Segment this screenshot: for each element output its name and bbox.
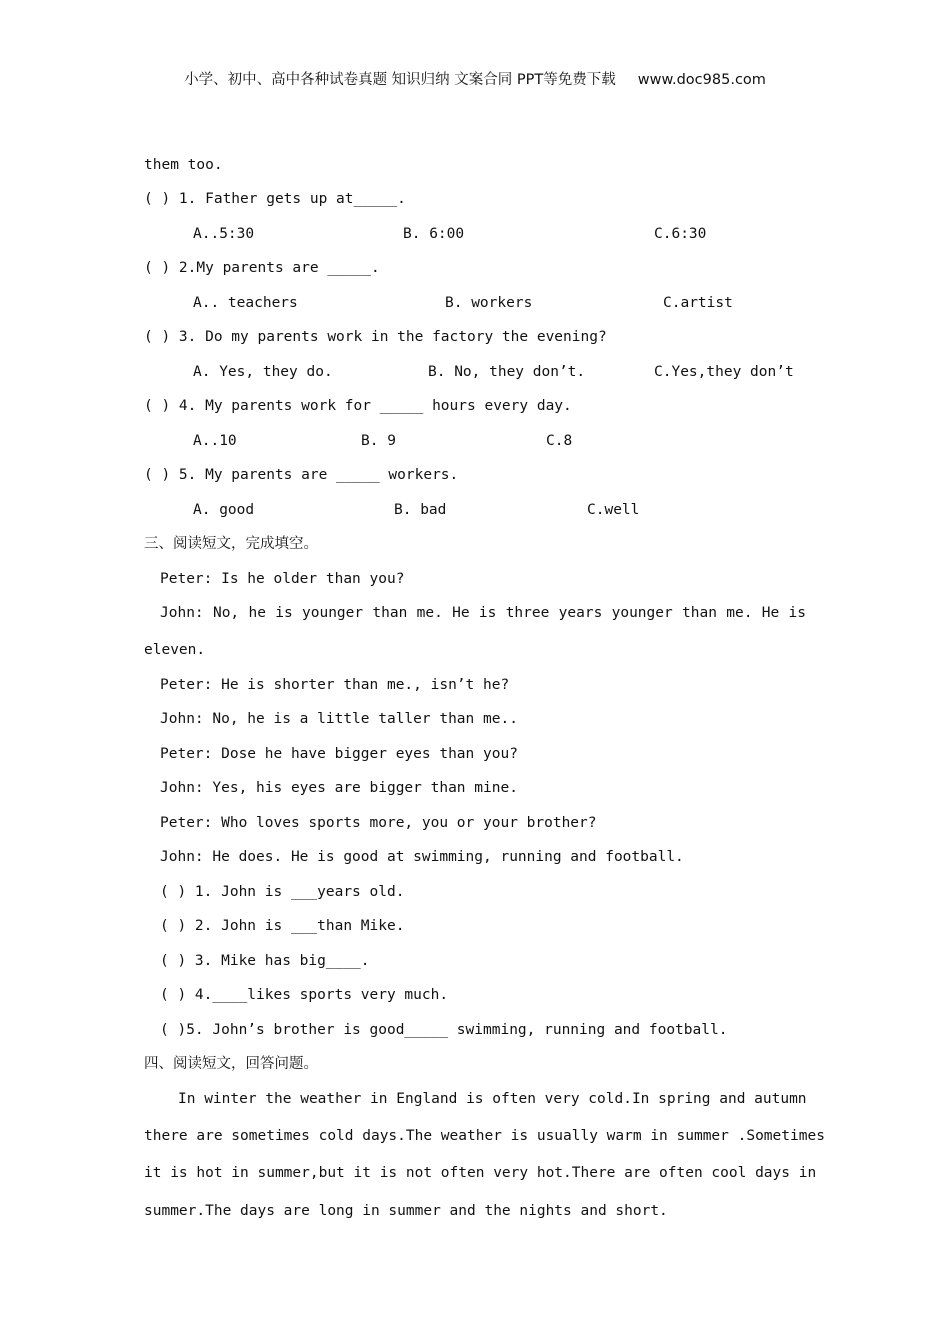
- s2-q1-option-c: C.6:30: [654, 226, 707, 242]
- passage-line-4: summer.The days are long in summer and the nights and short.: [144, 1203, 668, 1219]
- s3-question-2: ( ) 2. John is ___than Mike.: [160, 918, 405, 934]
- s2-question-5: ( ) 5. My parents are _____ workers.: [144, 467, 459, 483]
- s2-q5-option-c: C.well: [587, 502, 640, 518]
- s2-q1-option-b: B. 6:00: [403, 226, 465, 242]
- s2-q5-option-b: B. bad: [394, 502, 447, 518]
- s2-q1-option-a: A..5:30: [193, 226, 255, 242]
- s2-q3-option-a: A. Yes, they do.: [193, 364, 333, 380]
- s3-question-5: ( )5. John’s brother is good_____ swimming, running and football.: [160, 1022, 728, 1038]
- s2-question-2: ( ) 2.My parents are _____.: [144, 260, 380, 276]
- s2-question-3: ( ) 3. Do my parents work in the factory the evening?: [144, 329, 607, 345]
- dialogue-line-6: Peter: Dose he have bigger eyes than you?: [160, 746, 518, 762]
- passage-line-2: there are sometimes cold days.The weather is usually warm in summer .Sometimes: [144, 1128, 825, 1144]
- s2-q3-option-c: C.Yes,they don’t: [654, 364, 794, 380]
- dialogue-line-2: John: No, he is younger than me. He is three years younger than me. He is: [160, 605, 806, 621]
- s2-q2-option-c: C.artist: [663, 295, 733, 311]
- s3-question-4: ( ) 4.____likes sports very much.: [160, 987, 449, 1003]
- passage-line-1: In winter the weather in England is often very cold.In spring and autumn: [178, 1091, 807, 1107]
- dialogue-line-1: Peter: Is he older than you?: [160, 571, 405, 587]
- s2-q4-option-c: C.8: [546, 433, 573, 449]
- s3-question-1: ( ) 1. John is ___years old.: [160, 884, 405, 900]
- dialogue-line-5: John: No, he is a little taller than me..: [160, 711, 518, 727]
- s2-q4-option-b: B. 9: [361, 433, 396, 449]
- s2-q5-option-a: A. good: [193, 502, 255, 518]
- s2-question-1: ( ) 1. Father gets up at_____.: [144, 191, 406, 207]
- dialogue-line-3: eleven.: [144, 642, 206, 658]
- continuation-text: them too.: [144, 157, 223, 173]
- dialogue-line-4: Peter: He is shorter than me., isn’t he?: [160, 677, 510, 693]
- passage-line-3: it is hot in summer,but it is not often very hot.There are often cool days in: [144, 1165, 817, 1181]
- s2-q4-option-a: A..10: [193, 433, 237, 449]
- section3-title: 三、阅读短文，完成填空。: [144, 536, 318, 552]
- s2-question-4: ( ) 4. My parents work for _____ hours every day.: [144, 398, 572, 414]
- dialogue-line-9: John: He does. He is good at swimming, running and football.: [160, 849, 684, 865]
- s2-q3-option-b: B. No, they don’t.: [428, 364, 586, 380]
- s2-q2-option-a: A.. teachers: [193, 295, 298, 311]
- section4-title: 四、阅读短文，回答问题。: [144, 1056, 318, 1072]
- s2-q2-option-b: B. workers: [445, 295, 533, 311]
- page-header: [0, 68, 950, 89]
- dialogue-line-8: Peter: Who loves sports more, you or your brother?: [160, 815, 597, 831]
- dialogue-line-7: John: Yes, his eyes are bigger than mine.: [160, 780, 518, 796]
- s3-question-3: ( ) 3. Mike has big____.: [160, 953, 370, 969]
- header-text: 小学、初中、高中各种试卷真题 知识归纳 文案合同 PPT等免费下载: [184, 72, 616, 88]
- header-site[interactable]: www.doc985.com: [637, 72, 766, 88]
